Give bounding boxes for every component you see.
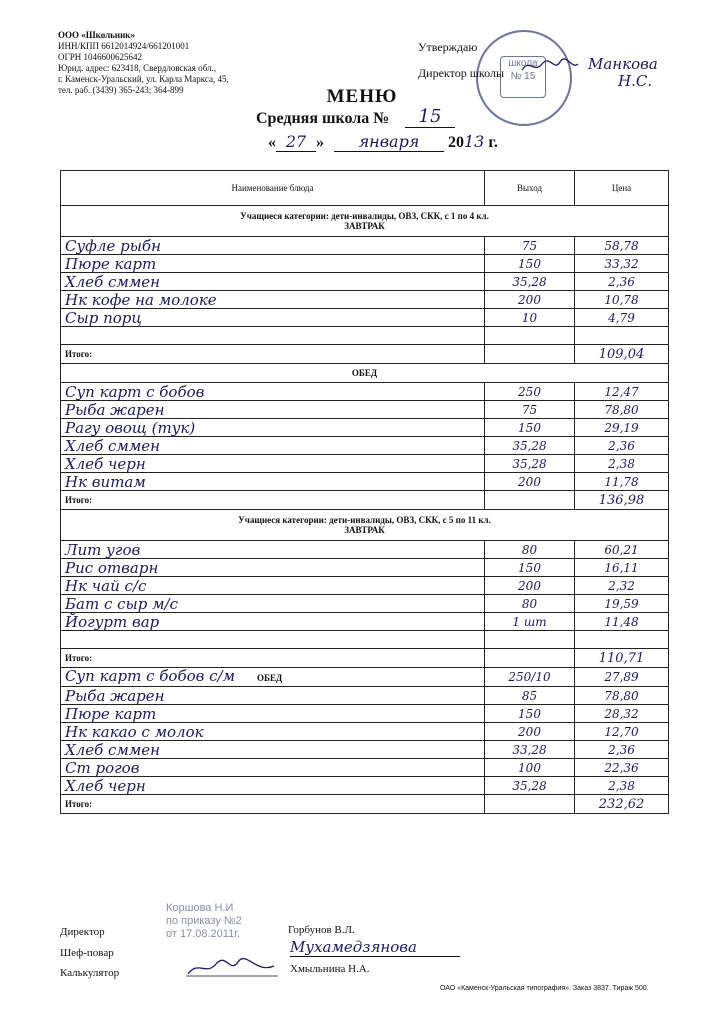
dish-cell: Нк кофе на молоке [61, 291, 485, 309]
out-cell: 200 [485, 723, 575, 741]
dish-cell: Лит угов [61, 541, 485, 559]
table-row [61, 723, 669, 741]
org-line: ОГРН 1046600625642 [58, 52, 142, 62]
total-row [61, 795, 669, 814]
out-cell: 200 [485, 291, 575, 309]
price-cell: 12,47 [575, 383, 669, 401]
price-cell: 11,48 [575, 613, 669, 631]
col-header-name: Наименование блюда [61, 171, 485, 206]
table-row [61, 291, 669, 309]
price-cell: 78,80 [575, 687, 669, 705]
dish-cell: Нк витам [61, 473, 485, 491]
footer-chef-label: Шеф-повар [60, 947, 114, 959]
price-cell: 4,79 [575, 309, 669, 327]
table-row [61, 595, 669, 613]
total-row [61, 345, 669, 364]
category-title: Учащиеся категории: дети-инвалиды, ОВЗ, СКК, с 1 по 4 кл. [240, 211, 489, 221]
meal-title: ОБЕД [257, 673, 283, 683]
dish-cell: Бат с сыр м/с [61, 595, 485, 613]
dish-cell [61, 631, 485, 649]
price-cell [575, 327, 669, 345]
table-row [61, 455, 669, 473]
table-row [61, 541, 669, 559]
date-month: января [334, 132, 444, 152]
table-row [61, 255, 669, 273]
table-row [61, 631, 669, 649]
total-out-cell [485, 649, 575, 668]
price-cell: 60,21 [575, 541, 669, 559]
org-line: Юрид. адрес: 623418, Свердловская обл., [58, 63, 216, 73]
dish-cell: Суп карт с бобов [61, 383, 485, 401]
dish-cell: Суфле рыбн [61, 237, 485, 255]
dish-cell: Рис отварн [61, 559, 485, 577]
table-row [61, 327, 669, 345]
approve-label: Утверждаю [418, 40, 478, 54]
price-cell: 19,59 [575, 595, 669, 613]
dish-cell: Хлеб черн [61, 777, 485, 795]
out-cell: 33,28 [485, 741, 575, 759]
director-handwritten-name: Манкова Н.С. [588, 55, 658, 90]
dish-cell: Рыба жарен [61, 687, 485, 705]
out-cell: 35,28 [485, 437, 575, 455]
out-cell [485, 631, 575, 649]
out-cell: 75 [485, 401, 575, 419]
out-cell: 150 [485, 559, 575, 577]
total-out-cell [485, 491, 575, 510]
table-row [61, 687, 669, 705]
table-row [61, 309, 669, 327]
table-row [61, 613, 669, 631]
director-school-label: Директор школы [418, 66, 505, 80]
menu-table [60, 170, 669, 814]
dish-cell: Хлеб черн [61, 455, 485, 473]
out-cell: 35,28 [485, 273, 575, 291]
printer-imprint: ОАО «Каменск-Уральская типография». Заказ 3837. Тираж 500. [440, 985, 649, 992]
price-cell: 2,36 [575, 741, 669, 759]
org-line: тел. раб. (3439) 365-243; 364-899 [58, 85, 184, 95]
table-row [61, 577, 669, 595]
out-cell: 150 [485, 705, 575, 723]
org-line: ИНН/КПП 6612014924/661201001 [58, 41, 190, 51]
table-row [61, 759, 669, 777]
table-row [61, 237, 669, 255]
footer-calc-name: Хмыльнина Н.А. [290, 963, 370, 975]
footer-calc-label: Калькулятор [60, 967, 120, 979]
price-cell: 2,38 [575, 455, 669, 473]
total-price: 110,71 [575, 649, 669, 668]
price-cell: 2,36 [575, 437, 669, 455]
category-row [61, 510, 669, 541]
table-row [61, 473, 669, 491]
dish-cell: Йогурт вар [61, 613, 485, 631]
out-cell: 75 [485, 237, 575, 255]
dish-cell: Пюре карт [61, 255, 485, 273]
dish-cell: Хлеб сммен [61, 741, 485, 759]
total-label: Итого: [61, 491, 485, 510]
price-cell: 33,32 [575, 255, 669, 273]
category-row [61, 206, 669, 237]
out-cell: 1 шт [485, 613, 575, 631]
org-name: ООО «Школьник» [58, 30, 135, 40]
total-out-cell [485, 795, 575, 814]
out-cell: 200 [485, 473, 575, 491]
table-row [61, 419, 669, 437]
out-cell: 80 [485, 595, 575, 613]
meal-row [61, 364, 669, 383]
dish-cell: Сыр порц [61, 309, 485, 327]
meal-title: ЗАВТРАК [344, 221, 385, 231]
table-row [61, 401, 669, 419]
school-label: Средняя школа № [256, 110, 390, 127]
dish-cell: Ст рогов [61, 759, 485, 777]
total-price: 232,62 [575, 795, 669, 814]
table-row [61, 777, 669, 795]
meal-title: ЗАВТРАК [344, 525, 385, 535]
dish-cell [61, 668, 485, 687]
price-cell: 27,89 [575, 668, 669, 687]
date-year: 13 [464, 132, 485, 151]
col-header-price: Цена [575, 171, 669, 206]
out-cell: 85 [485, 687, 575, 705]
out-cell [485, 327, 575, 345]
table-row [61, 559, 669, 577]
table-row [61, 437, 669, 455]
col-header-out: Выход [485, 171, 575, 206]
stamp-text: школа [508, 58, 538, 69]
calc-signature [186, 956, 278, 978]
out-cell: 100 [485, 759, 575, 777]
dish-cell: Пюре карт [61, 705, 485, 723]
price-cell: 28,32 [575, 705, 669, 723]
dish-cell: Хлеб сммен [61, 273, 485, 291]
price-cell: 2,36 [575, 273, 669, 291]
footer-chef-signature: Мухамедзянова [290, 938, 460, 957]
out-cell: 200 [485, 577, 575, 595]
dish-cell: Рыба жарен [61, 401, 485, 419]
school-number: 15 [405, 106, 455, 128]
out-cell: 150 [485, 419, 575, 437]
price-cell: 78,80 [575, 401, 669, 419]
footer-director-label: Директор [60, 926, 105, 938]
price-cell: 29,19 [575, 419, 669, 437]
out-cell: 35,28 [485, 777, 575, 795]
out-cell: 80 [485, 541, 575, 559]
price-cell: 10,78 [575, 291, 669, 309]
director-signature [520, 56, 580, 76]
table-row [61, 273, 669, 291]
table-row [61, 383, 669, 401]
price-cell: 12,70 [575, 723, 669, 741]
out-cell: 10 [485, 309, 575, 327]
price-cell: 2,32 [575, 577, 669, 595]
date-day: 27 [276, 132, 316, 152]
dish-cell [61, 327, 485, 345]
footer-director-name: Горбунов В.Л. [288, 924, 355, 936]
total-row [61, 491, 669, 510]
category-cell [61, 510, 669, 541]
dish-cell: Хлеб сммен [61, 437, 485, 455]
category-cell [61, 206, 669, 237]
category-title: Учащиеся категории: дети-инвалиды, ОВЗ, СКК, с 5 по 11 кл. [238, 515, 491, 525]
org-line: г. Каменск-Уральский, ул. Карла Маркса, 45, [58, 74, 229, 84]
table-row [61, 705, 669, 723]
price-cell: 22,36 [575, 759, 669, 777]
menu-date: « 27 » января 2013 г. [268, 132, 498, 151]
out-cell: 250/10 [485, 668, 575, 687]
total-label: Итого: [61, 345, 485, 364]
total-label: Итого: [61, 795, 485, 814]
table-row [61, 668, 669, 687]
total-price: 136,98 [575, 491, 669, 510]
dish-cell: Нк чай с/с [61, 577, 485, 595]
page-title: МЕНЮ [326, 86, 398, 107]
price-cell: 11,78 [575, 473, 669, 491]
stamp-number: № 15 [510, 71, 536, 82]
table-header [61, 171, 669, 206]
total-row [61, 649, 669, 668]
total-label: Итого: [61, 649, 485, 668]
correction-note: Коршова Н.И по приказу №2 от 17.08.2011г. [166, 902, 242, 940]
price-cell: 16,11 [575, 559, 669, 577]
price-cell [575, 631, 669, 649]
price-cell: 2,38 [575, 777, 669, 795]
dish-name: Суп карт с бобов с/м [65, 667, 236, 685]
out-cell: 35,28 [485, 455, 575, 473]
out-cell: 150 [485, 255, 575, 273]
dish-cell: Рагу овощ (тук) [61, 419, 485, 437]
out-cell: 250 [485, 383, 575, 401]
meal-title: ОБЕД [61, 364, 669, 383]
total-price: 109,04 [575, 345, 669, 364]
table-row [61, 741, 669, 759]
price-cell: 58,78 [575, 237, 669, 255]
dish-cell: Нк какао с молок [61, 723, 485, 741]
total-out-cell [485, 345, 575, 364]
